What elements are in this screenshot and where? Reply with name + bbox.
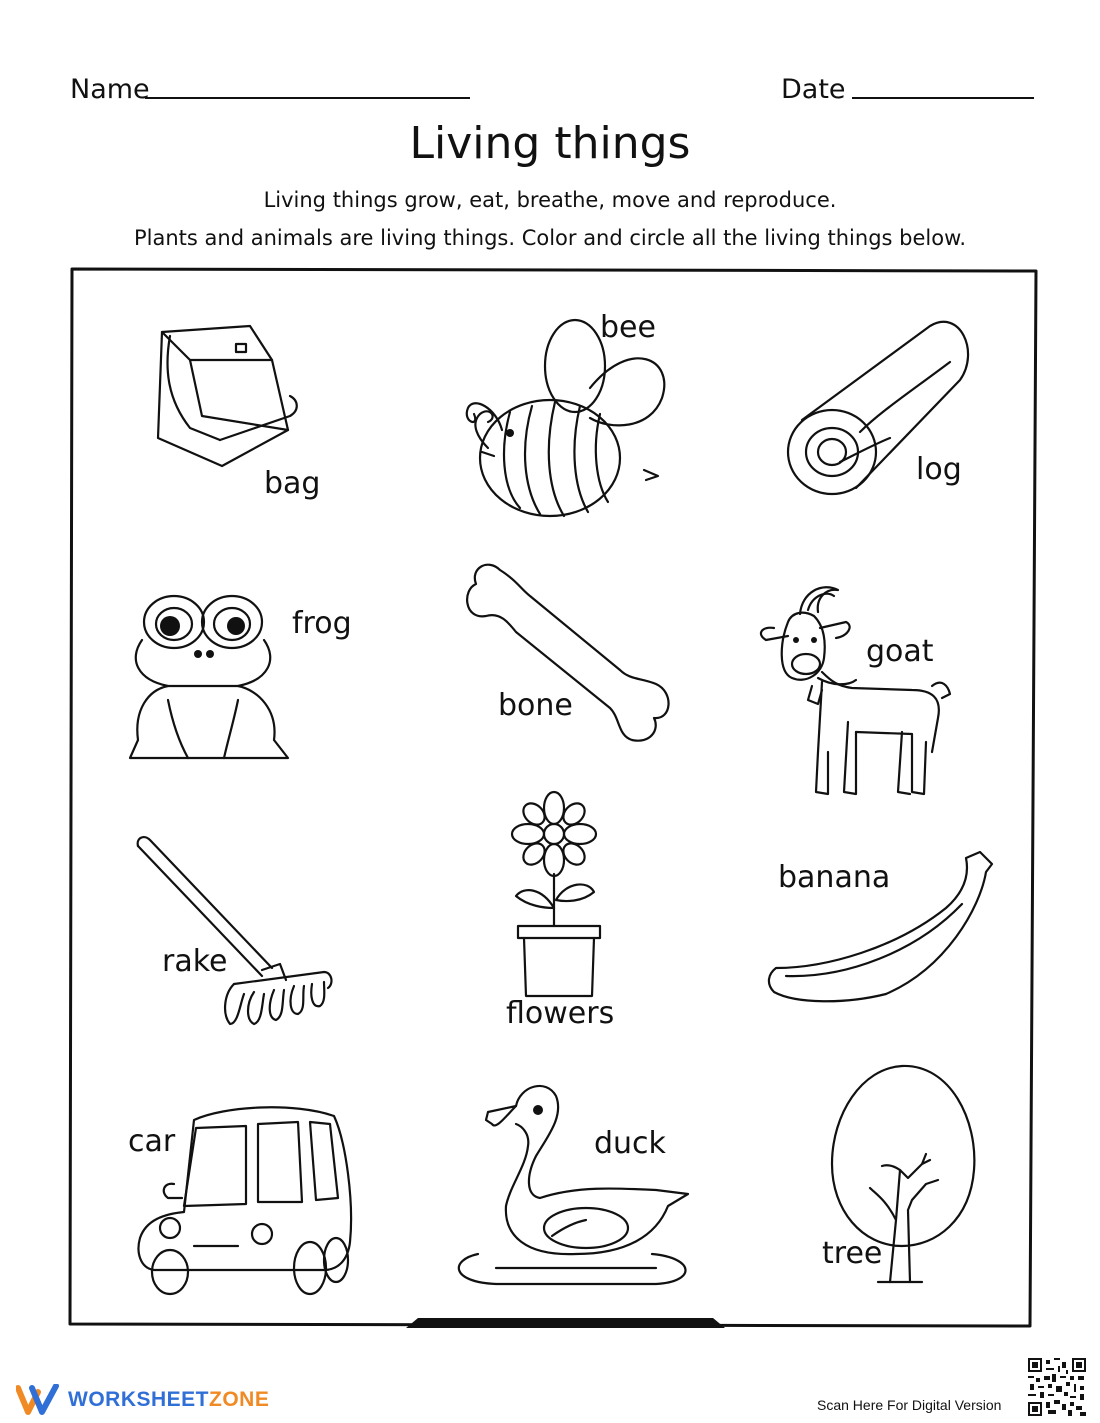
qr-code-icon[interactable] (1028, 1358, 1086, 1416)
date-field[interactable] (852, 97, 1034, 99)
label-bone: bone (498, 688, 573, 723)
scan-instruction: Scan Here For Digital Version (817, 1397, 1002, 1413)
bee-picture[interactable] (440, 318, 670, 518)
label-flowers: flowers (506, 996, 615, 1031)
goat-picture[interactable] (752, 582, 957, 812)
instruction-line-1: Living things grow, eat, breathe, move and reproduce. (263, 188, 837, 212)
label-log: log (916, 452, 962, 487)
label-frog: frog (292, 606, 352, 641)
worksheetzone-logo[interactable] (68, 1388, 269, 1412)
logo-text-zone: ZONE (209, 1388, 270, 1411)
date-label: Date (781, 74, 846, 105)
label-car: car (128, 1124, 176, 1159)
rake-picture[interactable] (134, 834, 344, 1034)
logo-text-worksheet: WORKSHEET (68, 1388, 209, 1411)
label-duck: duck (594, 1126, 666, 1161)
instruction-line-2: Plants and animals are living things. Color and circle all the living things below. (134, 226, 966, 250)
frog-picture[interactable] (128, 590, 308, 770)
label-bag: bag (264, 466, 321, 501)
page-title: Living things (409, 118, 691, 169)
worksheetzone-logo-icon (16, 1384, 62, 1416)
flowers-picture[interactable] (504, 788, 609, 1003)
label-banana: banana (778, 860, 891, 895)
name-field[interactable] (145, 97, 470, 99)
label-tree: tree (822, 1236, 883, 1271)
label-goat: goat (866, 634, 934, 669)
name-label: Name (70, 74, 150, 105)
label-rake: rake (162, 944, 228, 979)
duck-picture[interactable] (456, 1076, 692, 1288)
bag-picture[interactable] (150, 320, 310, 470)
label-bee: bee (600, 310, 656, 345)
